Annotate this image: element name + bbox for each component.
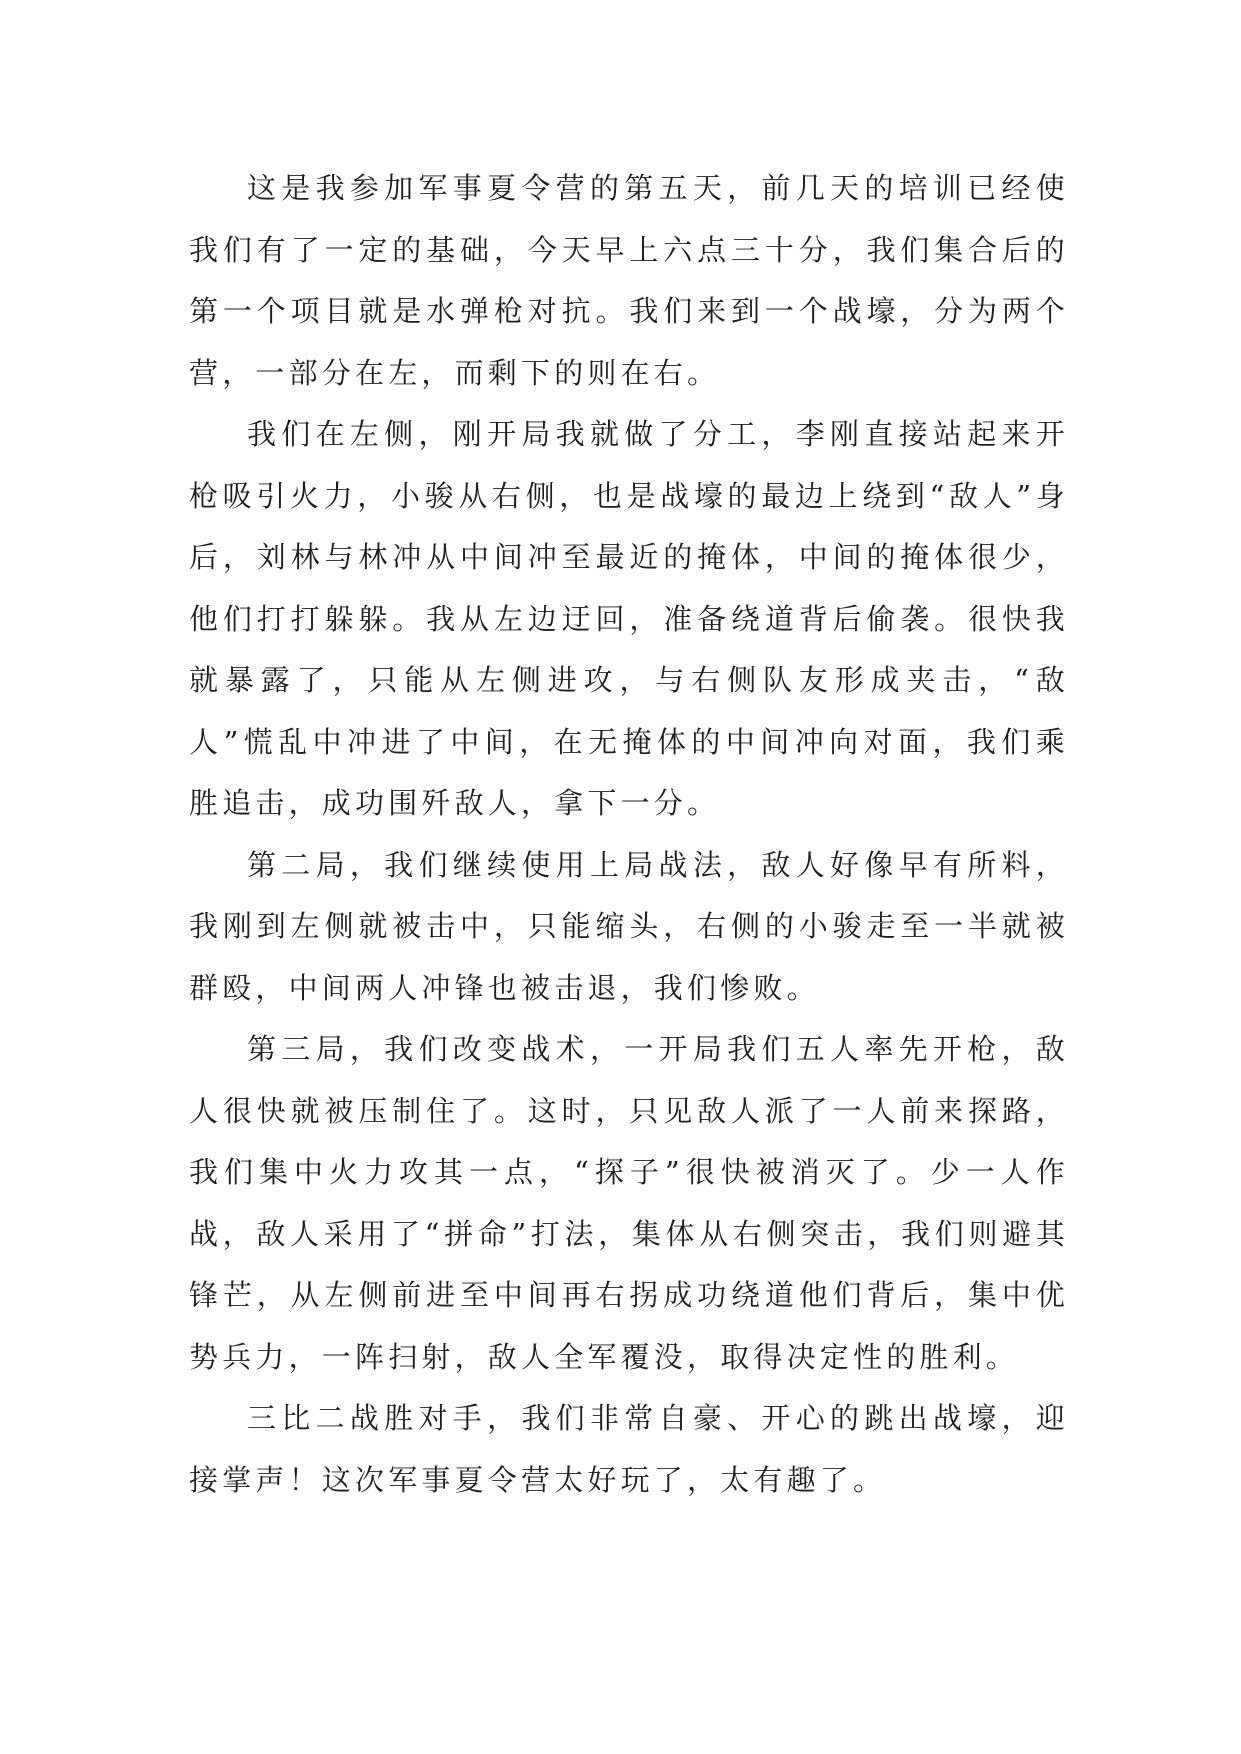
- document-body: [189, 158, 1069, 1511]
- paragraph-4: 第三局，我们改变战术，一开局我们五人率先开枪，敌人很快就被压制住了。这时，只见敌人派了一人前来探路，我们集中火力攻其一点，“探子”很快被消灭了。少一人作战，敌人采用了“拼命”打法，集体从右侧突击，我们则避其锋芒，从左侧前进至中间再右拐成功绕道他们背后，集中优势兵力，一阵扫射，敌人全军覆没，取得决定性的胜利。: [189, 1032, 1069, 1374]
- paragraph-3: 第二局，我们继续使用上局战法，敌人好像早有所料，我刚到左侧就被击中，只能缩头，右侧的小骏走至一半就被群殴，中间两人冲锋也被击退，我们惨败。: [189, 847, 1069, 1005]
- paragraph-5: 三比二战胜对手，我们非常自豪、开心的跳出战壕，迎接掌声！这次军事夏令营太好玩了，太有趣了。: [189, 1401, 1069, 1497]
- paragraph-2: 我们在左侧，刚开局我就做了分工，李刚直接站起来开枪吸引火力，小骏从右侧，也是战壕的最边上绕到“敌人”身后，刘林与林冲从中间冲至最近的掩体，中间的掩体很少，他们打打躲躲。我从左边迂回，准备绕道背后偷袭。很快我就暴露了，只能从左侧进攻，与右侧队友形成夹击，“敌人”慌乱中冲进了中间，在无掩体的中间冲向对面，我们乘胜追击，成功围歼敌人，拿下一分。: [189, 417, 1069, 820]
- paragraph-1: 这是我参加军事夏令营的第五天，前几天的培训已经使我们有了一定的基础，今天早上六点三十分，我们集合后的第一个项目就是水弹枪对抗。我们来到一个战壕，分为两个营，一部分在左，而剩下的则在右。: [189, 171, 1069, 390]
